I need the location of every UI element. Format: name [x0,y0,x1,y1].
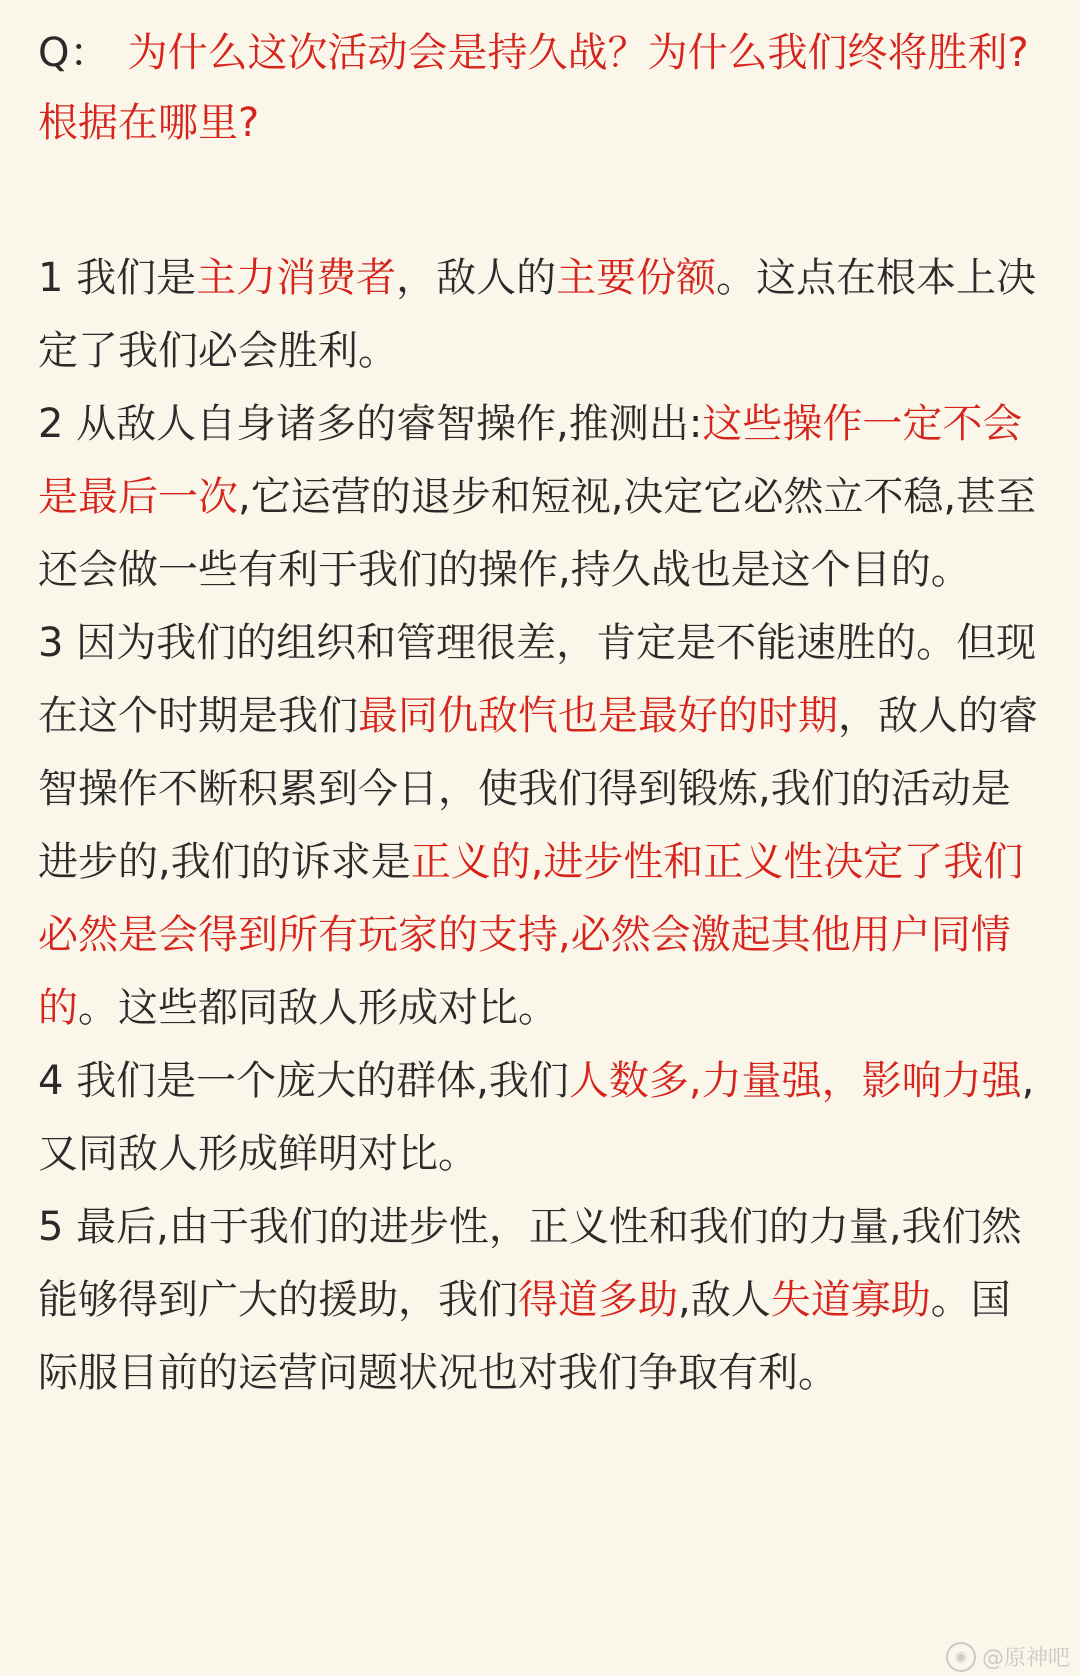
point-1-seg-1: 1 我们是 [38,255,197,301]
point-3-seg-5: 。这些都同敌人形成对比。 [78,985,558,1031]
point-5 [38,1191,1048,1410]
point-4-seg-3: ,又同敌人形成鲜明对比。 [38,1058,1035,1177]
spacer [38,158,1048,242]
point-2-seg-1: 2 从敌人自身诸多的睿智操作,推测出: [38,401,703,447]
point-1-seg-2: 主力消费者 [196,255,397,301]
point-1 [38,242,1048,388]
point-5-seg-4: 失道寡助 [770,1277,931,1323]
point-1-seg-4: 主要份额 [556,255,717,301]
point-4-seg-1: 4 我们是一个庞大的群体,我们 [38,1058,569,1104]
point-1-seg-5: 。这点在根本上决定了我们必会胜利。 [38,255,1037,374]
question-text: 为什么这次活动会是持久战？为什么我们终将胜利?根据在哪里? [38,30,1029,146]
point-4 [38,1045,1048,1191]
point-3-seg-4: 正义的,进步性和正义性决定了我们必然是会得到所有玩家的支持,必然会激起其他用户同情的 [38,839,1024,1031]
point-3-seg-2: 最同仇敌忾也是最好的时期 [358,693,838,739]
point-5-seg-5: 。国际服目前的运营问题状况也对我们争取有利。 [38,1277,1011,1396]
watermark [946,1641,1070,1672]
point-2-seg-3: ,它运营的退步和短视,决定它必然立不稳,甚至还会做一些有利于我们的操作,持久战也是这个目的。 [38,474,1037,593]
question-label: Q： [38,30,110,76]
point-1-seg-3: ，敌人的 [396,255,557,301]
point-4-seg-2: 人数多,力量强，影响力强 [568,1058,1022,1104]
point-2 [38,388,1048,607]
weibo-camera-icon: ◉ [946,1642,976,1672]
point-5-seg-1: 5 最后,由于我们的进步性，正义性和我们的力量,我们然能够得到广大的援助，我们 [38,1204,1022,1323]
watermark-text: @原神吧 [981,1646,1070,1671]
point-3 [38,607,1048,1045]
point-5-seg-3: ,敌人 [678,1277,771,1323]
point-5-seg-2: 得道多助 [518,1277,678,1323]
point-3-seg-3: ，敌人的睿智操作不断积累到今日，使我们得到锻炼,我们的活动是进步的,我们的诉求是 [38,693,1038,885]
question [38,18,1048,158]
point-3-seg-1: 3 因为我们的组织和管理很差，肯定是不能速胜的。但现在这个时期是我们 [38,620,1037,739]
document [38,18,1048,1410]
point-2-seg-2: 这些操作一定不会是最后一次 [38,401,1023,520]
